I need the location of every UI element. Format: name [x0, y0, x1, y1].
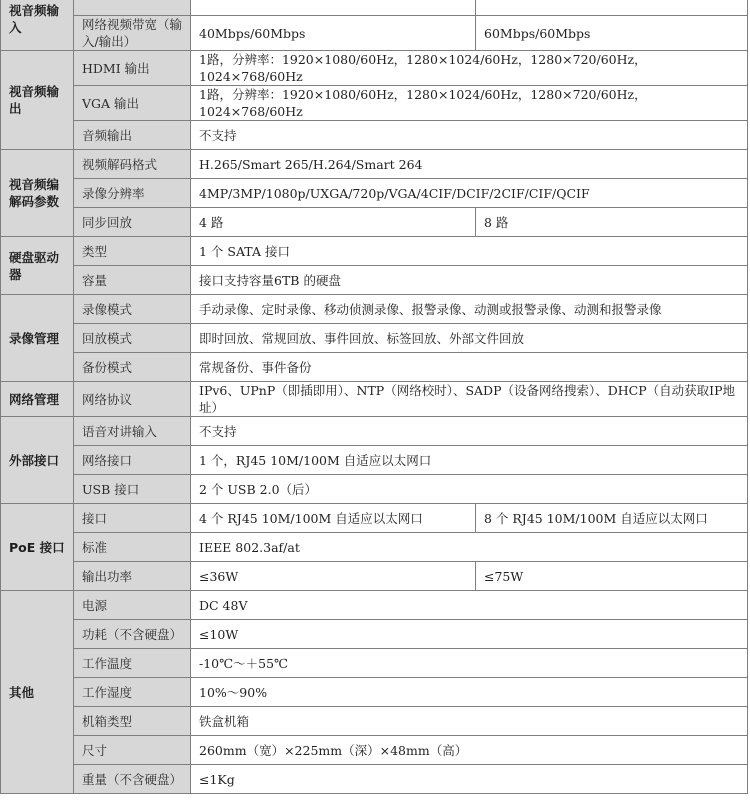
row-value: DC 48V	[191, 591, 748, 620]
table-row	[1, 266, 748, 295]
row-value: 8 个 RJ45 10M/100M 自适应以太网口	[476, 504, 748, 533]
category-cell: PoE 接口	[1, 504, 74, 591]
table-row	[1, 51, 748, 86]
row-label: 重量（不含硬盘）	[74, 765, 191, 794]
row-label: 录像分辨率	[74, 179, 191, 208]
row-label: 接口	[74, 504, 191, 533]
table-row	[1, 446, 748, 475]
table-row	[1, 382, 748, 417]
row-value: ≤1Kg	[191, 765, 748, 794]
row-label: 标准	[74, 533, 191, 562]
table-row	[1, 16, 748, 51]
row-value: 常规备份、事件备份	[191, 353, 748, 382]
row-value: 60Mbps/60Mbps	[476, 16, 748, 51]
table-row	[1, 237, 748, 266]
row-value: 1路，分辨率：1920×1080/60Hz，1280×1024/60Hz，1280×720/60Hz，1024×768/60Hz	[191, 51, 748, 86]
table-row	[1, 765, 748, 794]
row-value: ≤75W	[476, 562, 748, 591]
row-label: 功耗（不含硬盘）	[74, 620, 191, 649]
row-value: 8 路	[476, 208, 748, 237]
row-value: 1路，分辨率：1920×1080/60Hz，1280×1024/60Hz，1280×720/60Hz，1024×768/60Hz	[191, 86, 748, 121]
row-label: 工作温度	[74, 649, 191, 678]
category-cell: 外部接口	[1, 417, 74, 504]
row-value: 2 个 USB 2.0（后）	[191, 475, 748, 504]
row-value: 即时回放、常规回放、事件回放、标签回放、外部文件回放	[191, 324, 748, 353]
row-label: 电源	[74, 591, 191, 620]
row-value: 260mm（宽）×225mm（深）×48mm（高）	[191, 736, 748, 765]
category-cell: 视音频编解码参数	[1, 150, 74, 237]
table-row	[1, 417, 748, 446]
category-cell: 网络管理	[1, 382, 74, 417]
table-row	[1, 620, 748, 649]
row-label: 网络接口	[74, 446, 191, 475]
row-label: 机箱类型	[74, 707, 191, 736]
table-row	[1, 678, 748, 707]
row-value: 1 个，RJ45 10M/100M 自适应以太网口	[191, 446, 748, 475]
row-label: 输出功率	[74, 562, 191, 591]
row-label	[74, 0, 191, 16]
row-value: 4 个 RJ45 10M/100M 自适应以太网口	[191, 504, 476, 533]
category-cell: 其他	[1, 591, 74, 794]
table-row	[1, 324, 748, 353]
table-row	[1, 649, 748, 678]
table-row	[1, 121, 748, 150]
row-value	[476, 0, 748, 16]
table-row	[1, 179, 748, 208]
row-value: 1 个 SATA 接口	[191, 237, 748, 266]
row-value: H.265/Smart 265/H.264/Smart 264	[191, 150, 748, 179]
row-value	[191, 0, 476, 16]
row-label: 同步回放	[74, 208, 191, 237]
row-label: 语音对讲输入	[74, 417, 191, 446]
row-value: 不支持	[191, 121, 748, 150]
row-label: 工作湿度	[74, 678, 191, 707]
category-cell: 录像管理	[1, 295, 74, 382]
table-row	[1, 295, 748, 324]
row-value: 4 路	[191, 208, 476, 237]
row-label: 录像模式	[74, 295, 191, 324]
category-cell: 硬盘驱动器	[1, 237, 74, 295]
row-label: 备份模式	[74, 353, 191, 382]
row-label: 回放模式	[74, 324, 191, 353]
table-row	[1, 736, 748, 765]
table-row	[1, 533, 748, 562]
row-value: ≤10W	[191, 620, 748, 649]
row-label: 网络协议	[74, 382, 191, 417]
table-row	[1, 208, 748, 237]
row-value: 不支持	[191, 417, 748, 446]
row-label: 音频输出	[74, 121, 191, 150]
row-value: 4MP/3MP/1080p/UXGA/720p/VGA/4CIF/DCIF/2CIF/CIF/QCIF	[191, 179, 748, 208]
table-row	[1, 0, 748, 16]
row-value: 10%～90%	[191, 678, 748, 707]
row-label: HDMI 输出	[74, 51, 191, 86]
row-value: IEEE 802.3af/at	[191, 533, 748, 562]
table-row	[1, 150, 748, 179]
table-row	[1, 475, 748, 504]
row-value: 手动录像、定时录像、移动侦测录像、报警录像、动测或报警录像、动测和报警录像	[191, 295, 748, 324]
row-label: 视频解码格式	[74, 150, 191, 179]
table-row	[1, 86, 748, 121]
row-label: 网络视频带宽（输入/输出）	[74, 16, 191, 51]
row-label: VGA 输出	[74, 86, 191, 121]
category-cell: 视音频输出	[1, 51, 74, 150]
row-label: 类型	[74, 237, 191, 266]
table-row	[1, 353, 748, 382]
row-value: 铁盒机箱	[191, 707, 748, 736]
category-cell: 视音频输入	[1, 0, 74, 51]
row-value: -10℃～＋55℃	[191, 649, 748, 678]
row-value: ≤36W	[191, 562, 476, 591]
row-value: 接口支持容量6TB 的硬盘	[191, 266, 748, 295]
row-label: 尺寸	[74, 736, 191, 765]
table-row	[1, 707, 748, 736]
row-value: 40Mbps/60Mbps	[191, 16, 476, 51]
row-value: IPv6、UPnP（即插即用）、NTP（网络校时）、SADP（设备网络搜索）、DHCP（自动获取IP地址）	[191, 382, 748, 417]
table-row	[1, 591, 748, 620]
row-label: 容量	[74, 266, 191, 295]
table-row	[1, 504, 748, 533]
table-row	[1, 562, 748, 591]
row-label: USB 接口	[74, 475, 191, 504]
